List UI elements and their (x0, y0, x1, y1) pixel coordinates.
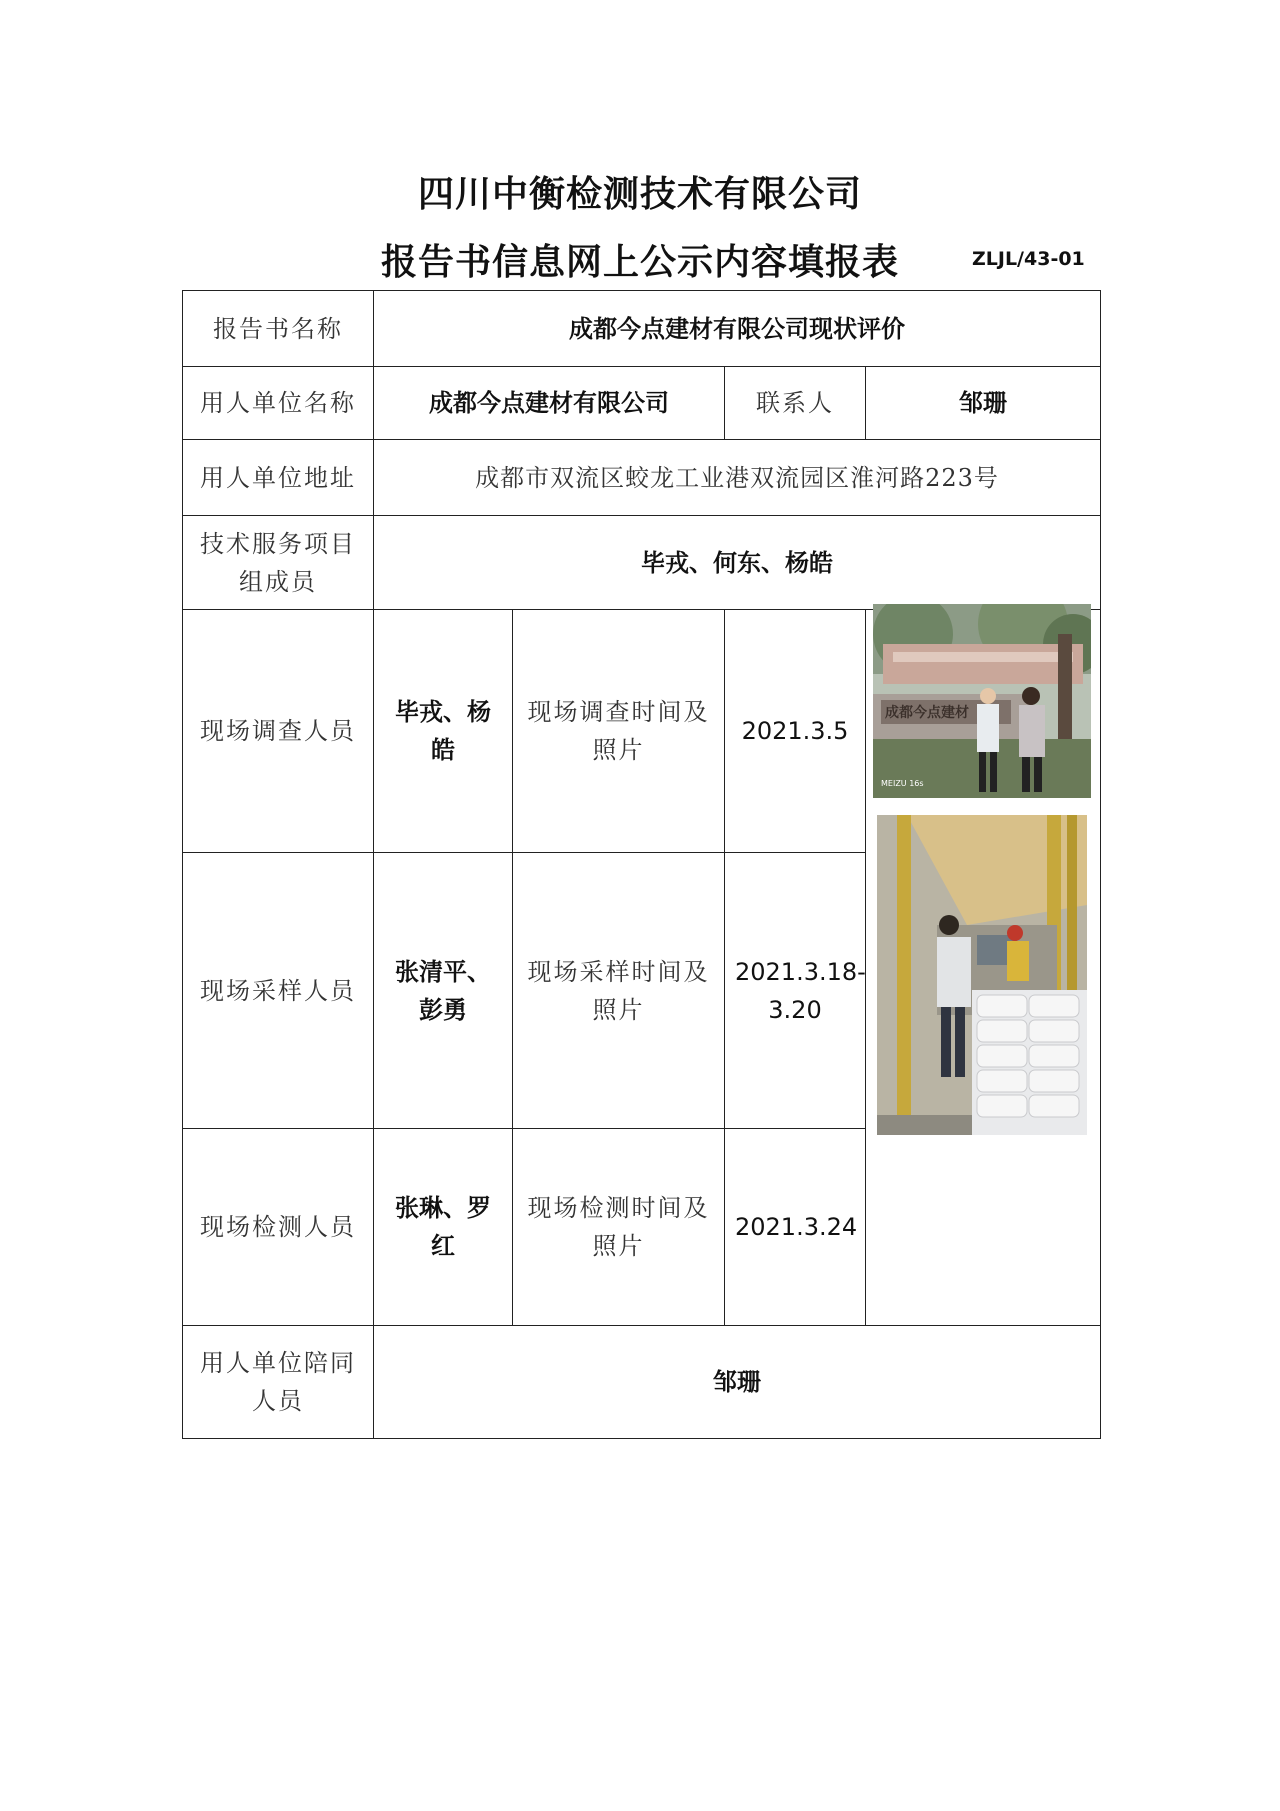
testing-staff: 张琳、罗红 (374, 1129, 513, 1326)
testing-time-label: 现场检测时间及照片 (513, 1129, 725, 1326)
address-label: 用人单位地址 (183, 440, 374, 516)
testing-label: 现场检测人员 (183, 1129, 374, 1326)
table-row (183, 291, 1101, 367)
table-row (183, 367, 1101, 440)
escort-label: 用人单位陪同人员 (183, 1326, 374, 1439)
employer-value: 成都今点建材有限公司 (374, 367, 725, 440)
escort-value: 邹珊 (374, 1326, 1101, 1439)
sampling-staff: 张清平、彭勇 (374, 853, 513, 1129)
report-name-label: 报告书名称 (183, 291, 374, 367)
photo-site-entrance-icon (873, 604, 1091, 798)
svg-text:成都今点建材: 成都今点建材 (885, 705, 969, 721)
survey-date: 2021.3.5 (725, 610, 866, 853)
survey-staff: 毕戎、杨皓 (374, 610, 513, 853)
table-row (183, 1326, 1101, 1439)
table-row (183, 516, 1101, 610)
survey-label: 现场调查人员 (183, 610, 374, 853)
team-label: 技术服务项目组成员 (183, 516, 374, 610)
testing-date: 2021.3.24 (725, 1129, 866, 1326)
photo-caption: MEIZU 16s (881, 779, 924, 788)
company-title: 四川中衡检测技术有限公司 (417, 174, 862, 215)
report-name-value: 成都今点建材有限公司现状评价 (374, 291, 1101, 367)
sampling-date: 2021.3.18-3.20 (725, 853, 866, 1129)
photo-bag-warehouse-icon (877, 815, 1087, 1135)
employer-label: 用人单位名称 (183, 367, 374, 440)
survey-photo (873, 604, 1091, 798)
sampling-label: 现场采样人员 (183, 853, 374, 1129)
contact-label: 联系人 (725, 367, 866, 440)
sampling-photo (877, 815, 1087, 1135)
table-row (183, 440, 1101, 516)
contact-value: 邹珊 (866, 367, 1101, 440)
survey-time-label: 现场调查时间及照片 (513, 610, 725, 853)
form-code: ZLJL/43-01 (972, 248, 1085, 270)
sampling-time-label: 现场采样时间及照片 (513, 853, 725, 1129)
team-value: 毕戎、何东、杨皓 (374, 516, 1101, 610)
address-value: 成都市双流区蛟龙工业港双流园区淮河路223号 (374, 440, 1101, 516)
form-title: 报告书信息网上公示内容填报表 (380, 242, 899, 283)
